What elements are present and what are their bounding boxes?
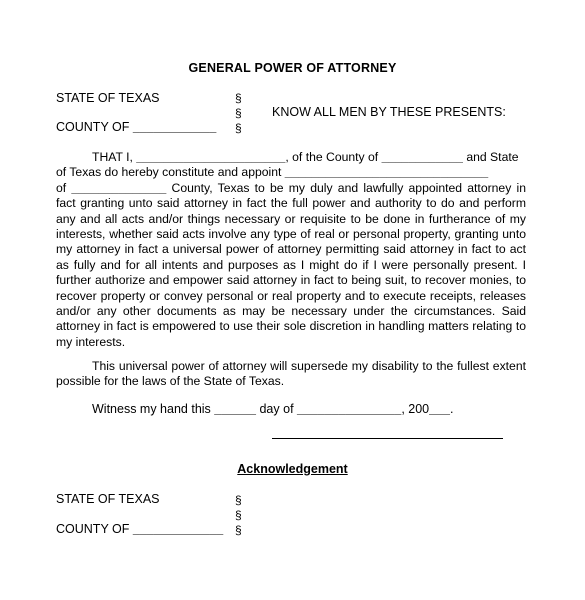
signature-line[interactable]: [272, 438, 503, 439]
principal-name-blank[interactable]: ______________________: [136, 150, 286, 164]
witness-day-blank[interactable]: ______: [214, 402, 256, 416]
ack-state-label: STATE OF TEXAS: [56, 492, 160, 506]
appoint-text: of Texas do hereby constitute and appoint: [56, 165, 282, 180]
period-text: .: [449, 402, 454, 416]
county-line: [56, 120, 216, 135]
of-county-text: , of the County of: [285, 150, 379, 164]
section-mark-3: §: [235, 121, 242, 135]
year-prefix-text: , 200: [401, 402, 430, 416]
witness-year-blank[interactable]: ___: [429, 402, 450, 416]
acknowledgement-heading: Acknowledgement: [237, 462, 348, 476]
ack-county-line: [56, 522, 223, 537]
supersede-text: This universal power of attorney will supersede my disability to the fullest extent possible for the laws of the State of Texas.: [56, 359, 526, 389]
that-i-text: THAT I,: [92, 150, 133, 164]
section-mark-2: §: [235, 106, 242, 120]
witness-month-blank[interactable]: _______________: [297, 402, 402, 416]
body-line-1: [56, 150, 526, 165]
and-state-text: and State: [466, 150, 519, 164]
document-title: GENERAL POWER OF ATTORNEY: [188, 61, 397, 75]
witness-line: [92, 402, 453, 417]
body-line-2: [56, 165, 526, 180]
main-paragraph: [56, 150, 526, 350]
ack-county-blank[interactable]: _____________: [132, 522, 224, 536]
attorney-county-blank[interactable]: ______________: [71, 180, 167, 195]
ack-section-mark-2: §: [235, 508, 242, 522]
of-text: of: [56, 180, 67, 195]
county-label: COUNTY OF: [56, 120, 130, 134]
body-text-main: [56, 181, 526, 350]
know-all-men-text: KNOW ALL MEN BY THESE PRESENTS:: [272, 105, 506, 119]
ack-section-mark-1: §: [235, 493, 242, 507]
witness-text: Witness my hand this: [92, 402, 211, 416]
supersede-paragraph: [56, 359, 526, 390]
day-of-text: day of: [259, 402, 294, 416]
state-label: STATE OF TEXAS: [56, 91, 160, 105]
grant-text: County, Texas to be my duly and lawfully appointed attorney in fact granting unto said attorney in fact the full power and authority to do and perform any and all acts and/or things necessary or requisite to be done in furtherance of my interests, whether said acts involve any type of real or personal property, granting unto my attorney in fact a universal power of attorney permitting said attorney in fact to act as fully and for all intents and purposes as I might do if I were personally present. I further authorize and empower said attorney in fact to being suit, to recover monies, to recover property or convey personal or real property and to execute receipts, releases and/or any other documents as may be necessary under the circumstances. Said attorney in fact is empowered to use their sole discretion in handling matters relating to my interests.: [56, 180, 526, 349]
county-blank[interactable]: ____________: [132, 120, 217, 134]
principal-county-blank[interactable]: ____________: [381, 150, 463, 164]
attorney-name-blank[interactable]: ______________________________: [284, 165, 489, 180]
section-mark-1: §: [235, 91, 242, 105]
ack-county-label: COUNTY OF: [56, 522, 130, 536]
ack-section-mark-3: §: [235, 523, 242, 537]
